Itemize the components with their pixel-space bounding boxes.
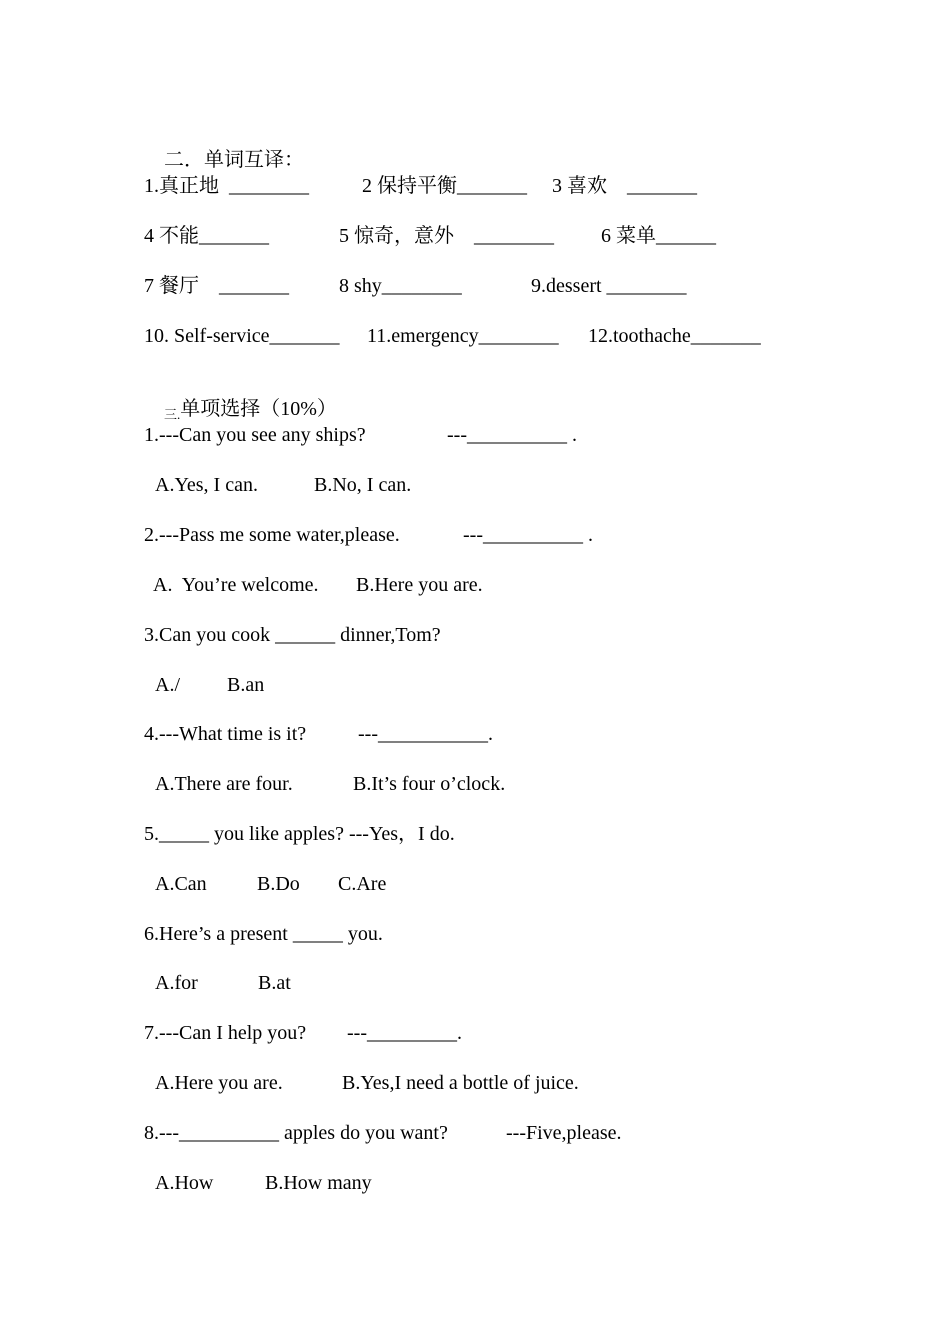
question-6-option-a: A.for [155,972,198,994]
question-3-option-b: B.an [227,674,265,696]
vocab-item-2: 2 保持平衡_______ [362,175,527,197]
vocab-item-6: 6 菜单______ [601,225,716,247]
question-8-option-a: A.How [155,1172,214,1194]
question-8-stem: 8.---__________ apples do you want? [144,1122,448,1144]
question-5-option-c: C.Are [338,873,387,895]
question-1-option-a: A.Yes, I can. [155,474,258,496]
vocab-item-11: 11.emergency________ [367,325,559,347]
question-1-option-b: B.No, I can. [314,474,412,496]
question-8-option-b: B.How many [265,1172,372,1194]
question-5-stem: 5._____ you like apples? ---Yes，I do. [144,823,455,845]
question-8-response: ---Five,please. [506,1122,622,1144]
vocab-item-1: 1.真正地 ________ [144,175,309,197]
question-3-option-a: A./ [155,674,180,696]
vocab-item-3: 3 喜欢 _______ [552,175,697,197]
vocab-item-5: 5 惊奇，意外 ________ [339,225,554,247]
question-2-stem: 2.---Pass me some water,please. [144,524,400,546]
question-4-option-b: B.It’s four o’clock. [353,773,506,795]
question-4-stem: 4.---What time is it? [144,723,307,745]
question-6-option-b: B.at [258,972,291,994]
section-two-heading-text: 二．单词互译： [164,149,304,171]
question-6-stem: 6.Here’s a present _____ you. [144,923,383,945]
question-2-response: ---__________ . [463,524,593,546]
vocab-item-10: 10. Self-service_______ [144,325,340,347]
section-three-heading-text: 单项选择（10%） [180,398,337,420]
vocab-item-7: 7 餐厅 _______ [144,275,289,297]
question-2-option-a: A. You’re welcome. [153,574,319,596]
vocab-item-4: 4 不能_______ [144,225,269,247]
question-7-option-b: B.Yes,I need a bottle of juice. [342,1072,579,1094]
question-4-response: ---___________. [358,723,493,745]
question-5-option-b: B.Do [257,873,300,895]
question-5-option-a: A.Can [155,873,207,895]
vocab-item-12: 12.toothache_______ [588,325,761,347]
question-1-response: ---__________ . [447,424,577,446]
vocab-item-9: 9.dessert ________ [531,275,687,297]
question-7-stem: 7.---Can I help you? [144,1022,307,1044]
vocab-item-8: 8 shy________ [339,275,462,297]
section-three-mark: 三. [164,407,181,422]
question-2-option-b: B.Here you are. [356,574,483,596]
question-4-option-a: A.There are four. [155,773,293,795]
question-8-options [153,1171,372,1267]
question-1-stem: 1.---Can you see any ships? [144,424,366,446]
question-7-option-a: A.Here you are. [155,1072,283,1094]
question-7-response: ---_________. [347,1022,462,1044]
question-3-stem: 3.Can you cook ______ dinner,Tom? [144,624,441,646]
